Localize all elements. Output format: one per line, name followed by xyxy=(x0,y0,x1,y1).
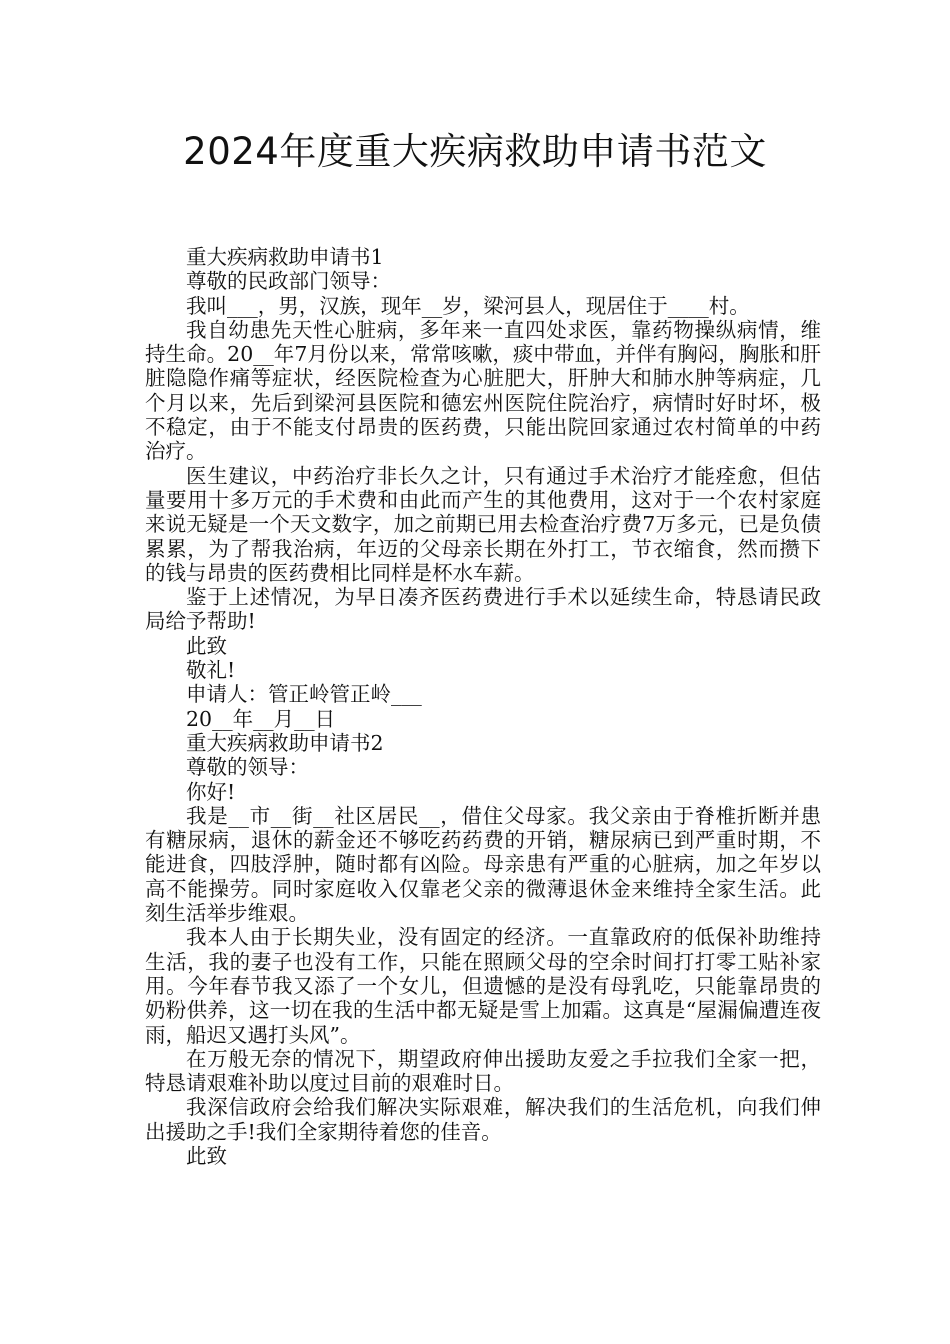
salutation: 尊敬的民政部门领导： xyxy=(186,269,391,294)
body-paragraph: 我是__市__街__社区居民__，借住父母家。我父亲由于脊椎折断并患有糖尿病，退休的薪金还不够吃药药费的开销，糖尿病已到严重时期，不能进食，四肢浮肿，随时都有凶险。母亲患有严重的心脏病，加之年岁以高不能操劳。同时家庭收入仅靠老父亲的微薄退休金来维持全家生活。此刻生活举步维艰。 xyxy=(145,803,821,926)
body-paragraph: 我叫___，男，汉族，现年__岁，梁河县人，现居住于____村。 xyxy=(186,293,750,318)
section-heading-2: 重大疾病救助申请书2 xyxy=(186,730,384,755)
body-paragraph: 我深信政府会给我们解决实际艰难，解决我们的生活危机，向我们伸出援助之手!我们全家期待着您的佳音。 xyxy=(145,1095,821,1144)
closing-line: 此致 xyxy=(186,1143,227,1168)
section-heading-1: 重大疾病救助申请书1 xyxy=(186,245,384,269)
page-title: 2024年度重大疾病救助申请书范文 xyxy=(183,130,767,173)
body-paragraph: 医生建议，中药治疗非长久之计，只有通过手术治疗才能痊愈，但估量要用十多万元的手术费和由此而产生的其他费用，这对于一个农村家庭来说无疑是一个天文数字，加之前期已用去检查治疗费7万多元，已是负债累累，为了帮我治病，年迈的父母亲长期在外打工，节衣缩食，然而攒下的钱与昂贵的医药费相比同样是杯水车薪。 xyxy=(145,463,821,585)
closing-line: 此致 xyxy=(186,633,227,658)
salutation: 尊敬的领导： xyxy=(186,755,309,780)
greeting: 你好! xyxy=(186,779,236,804)
body-paragraph: 我本人由于长期失业，没有固定的经济。一直靠政府的低保补助维持生活，我的妻子也没有工作，只能在照顾父母的空余时间打打零工贴补家用。今年春节我又添了一个女儿，但遗憾的是没有母乳吃，只能靠昂贵的奶粉供养，这一切在我的生活中都无疑是雪上加霜。这真是“屋漏偏遭连夜雨，船迟又遇打头风”。 xyxy=(145,925,821,1047)
closing-line: 敬礼! xyxy=(186,658,236,683)
date-line: 20__年__月__日 xyxy=(186,706,336,731)
body-paragraph: 我自幼患先天性心脏病，多年来一直四处求医，靠药物操纵病情，维持生命。20__年7月份以来，常常咳嗽，痰中带血，并伴有胸闷，胸胀和肝脏隐隐作痛等症状，经医院检查为心脏肥大，肝肿大和肺水肿等病症，几个月以来，先后到梁河县医院和德宏州医院住院治疗，病情时好时坏，极不稳定，由于不能支付昂贵的医药费，只能出院回家通过农村简单的中药治疗。 xyxy=(145,317,821,464)
applicant-line: 申请人：管正岭管正岭___ xyxy=(186,682,422,707)
document-body xyxy=(145,245,821,1168)
body-paragraph: 鉴于上述情况，为早日凑齐医药费进行手术以延续生命，特恳请民政局给予帮助! xyxy=(145,585,821,634)
body-paragraph: 在万般无奈的情况下，期望政府伸出援助友爱之手拉我们全家一把，特恳请艰难补助以度过目前的艰难时日。 xyxy=(145,1046,821,1096)
